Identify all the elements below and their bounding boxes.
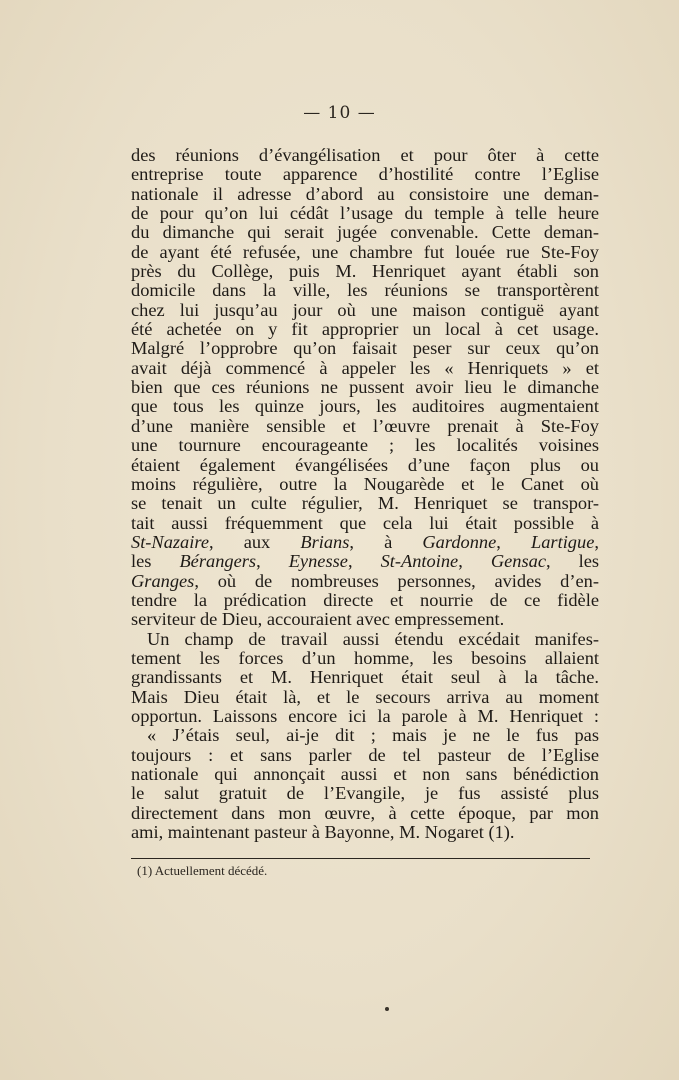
text-line — [131, 533, 599, 552]
line-text: directement dans mon œuvre, à cette époque, par mon — [131, 802, 599, 823]
text-line — [131, 165, 599, 184]
text-line — [131, 514, 599, 533]
line-text: été achetée on y fit approprier un local à cet usage. — [131, 319, 599, 340]
line-text: nationale qui annonçait aussi et non sans bénédiction — [131, 764, 599, 784]
line-text: bien que ces réunions ne pussent avoir lieu le dimanche — [131, 377, 599, 398]
text-line — [131, 262, 599, 281]
line-text: toujours : et sans parler de tel pasteur de l’Eglise — [131, 744, 599, 765]
body-text — [131, 146, 599, 842]
line-text: le salut gratuit de l’Evangile, je fus assisté plus — [131, 783, 599, 804]
line-text: étaient également évangélisées d’une façon plus ou — [131, 454, 599, 475]
line-text: opportun. Laissons encore ici la parole à M. Henriquet : — [131, 705, 599, 726]
line-text: chez lui jusqu’au jour où une maison contiguë ayant — [131, 299, 599, 320]
line-text: , à — [349, 531, 423, 552]
text-line — [131, 572, 599, 591]
line-text: , — [458, 551, 491, 572]
text-line — [131, 475, 599, 494]
place-name: Bérangers — [179, 551, 257, 572]
text-line — [131, 243, 599, 262]
text-line — [131, 223, 599, 242]
text-line — [131, 397, 599, 416]
page-number: — 10 — — [303, 103, 376, 123]
page-speck — [385, 1007, 389, 1011]
place-name: St-Antoine — [380, 551, 459, 572]
line-text: , — [496, 531, 531, 552]
line-text: que tous les quinze jours, les auditoires augmentaient — [131, 396, 599, 417]
text-line — [131, 610, 599, 629]
text-line — [131, 417, 599, 436]
text-line — [131, 668, 599, 687]
line-text: tait aussi fréquemment que cela lui était possible à — [131, 512, 599, 533]
text-line — [131, 204, 599, 223]
line-text: , les — [545, 551, 600, 572]
text-line — [131, 320, 599, 339]
line-text: tement les forces d’un homme, les besoins allaient — [131, 647, 599, 668]
place-name: Granges — [131, 570, 195, 591]
text-line — [131, 784, 599, 803]
line-text: , — [594, 531, 599, 552]
line-text: ami, maintenant pasteur à Bayonne, M. Nogaret (1). — [131, 822, 515, 843]
line-text: « J’étais seul, ai-je dit ; mais je ne le fus pas — [147, 725, 599, 746]
text-line — [131, 726, 599, 745]
text-line — [131, 823, 599, 842]
line-text: avait déjà commencé à appeler les « Henriquets » et — [131, 357, 599, 378]
place-name: Brians — [300, 531, 350, 552]
text-line — [131, 765, 599, 784]
text-line — [131, 456, 599, 475]
text-line — [131, 494, 599, 513]
line-text: du dimanche qui serait jugée convenable. Cette deman- — [131, 222, 599, 243]
text-line — [131, 804, 599, 823]
text-line — [131, 552, 599, 571]
line-text: , — [256, 551, 289, 572]
text-line — [131, 281, 599, 300]
line-text: de ayant été refusée, une chambre fut louée rue Ste-Foy — [131, 241, 599, 262]
line-text: se tenait un culte régulier, M. Henriquet se transpor- — [131, 493, 599, 514]
text-line — [131, 746, 599, 765]
place-name: St-Nazaire — [131, 531, 209, 552]
text-line — [131, 146, 599, 165]
place-name: Eynesse — [288, 551, 348, 572]
line-text: Mais Dieu était là, et le secours arriva au moment — [131, 686, 599, 707]
line-text: des réunions d’évangélisation et pour ôter à cette — [131, 145, 599, 165]
line-text: d’une manière sensible et l’œuvre prenait à Ste-Foy — [131, 415, 599, 436]
text-line — [131, 688, 599, 707]
line-text: les — [131, 551, 180, 572]
line-text: , — [347, 551, 381, 572]
text-line — [131, 707, 599, 726]
line-text: près du Collège, puis M. Henriquet ayant établi son — [131, 261, 599, 282]
place-name: Gensac — [490, 551, 546, 572]
line-text: domicile dans la ville, les réunions se transportèrent — [131, 280, 599, 301]
place-name: Gardonne — [422, 531, 497, 552]
text-line — [131, 185, 599, 204]
line-text: Un champ de travail aussi étendu excédait manifes- — [147, 628, 599, 649]
line-text: moins régulière, outre la Nougarède et le Canet où — [131, 473, 599, 494]
line-text: de pour qu’on lui cédât l’usage du temple à telle heure — [131, 203, 599, 224]
line-text: grandissants et M. Henriquet était seul à la tâche. — [131, 667, 599, 688]
text-line — [131, 359, 599, 378]
text-line — [131, 649, 599, 668]
footnote: (1) Actuellement décédé. — [137, 863, 268, 878]
line-text: serviteur de Dieu, accouraient avec empressement. — [131, 609, 505, 630]
text-line — [131, 339, 599, 358]
text-line — [131, 591, 599, 610]
line-text: , où de nombreuses personnes, avides d’en- — [194, 570, 599, 591]
line-text: entreprise toute apparence d’hostilité contre l’Eglise — [131, 164, 599, 185]
place-name: Lartigue — [531, 531, 595, 552]
text-line — [131, 436, 599, 455]
text-line — [131, 378, 599, 397]
footnote-rule — [131, 858, 590, 859]
line-text: une tournure encourageante ; les localités voisines — [131, 435, 599, 456]
line-text: , aux — [209, 531, 301, 552]
text-line — [131, 630, 599, 649]
text-line — [131, 301, 599, 320]
line-text: Malgré l’opprobre qu’on faisait peser sur ceux qu’on — [131, 338, 599, 359]
line-text: tendre la prédication directe et nourrie de ce fidèle — [131, 589, 599, 610]
line-text: nationale il adresse d’abord au consistoire une deman- — [131, 183, 599, 204]
